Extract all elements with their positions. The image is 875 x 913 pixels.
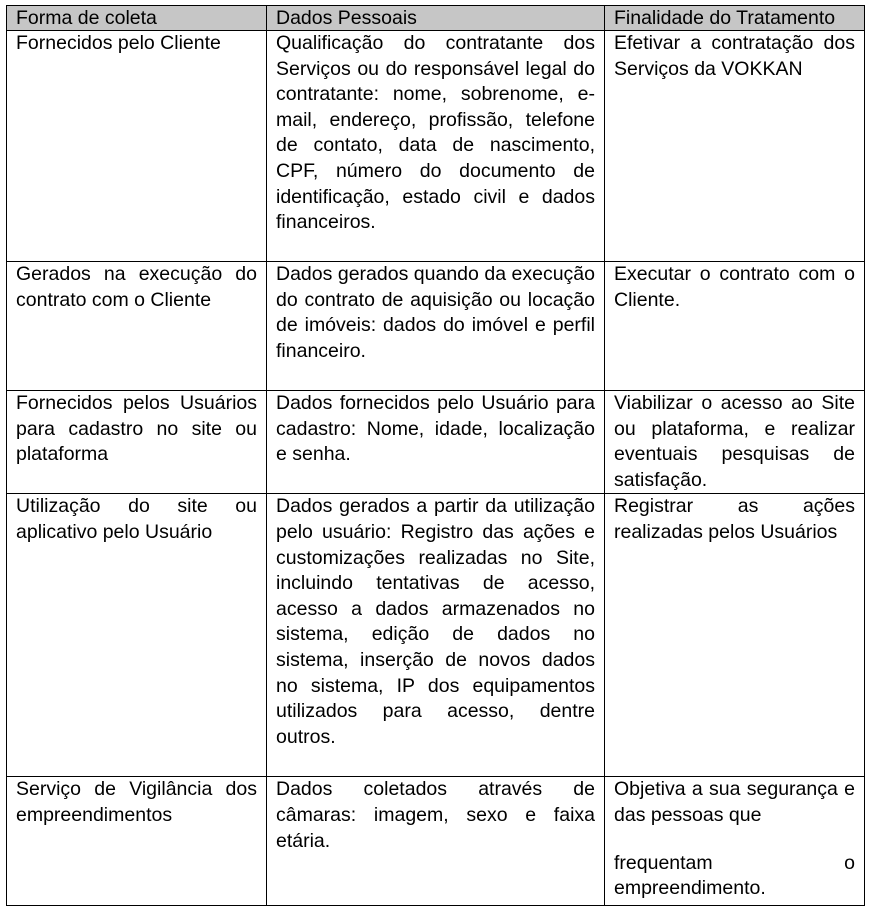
cell-forma: Gerados na execução do contrato com o Cliente	[7, 262, 267, 391]
cell-dados: Dados gerados a partir da utilização pelo usuário: Registro das ações e customizações realizadas no Site, incluindo tentativas de acesso, acesso a dados armazenados no sistema, edição de dados no sistema, inserção de novos dados no sistema, IP dos equipamentos utilizados para acesso, dentre outros.	[267, 494, 605, 777]
cell-forma: Fornecidos pelos Usuários para cadastro no site ou plataforma	[7, 391, 267, 494]
cell-forma: Serviço de Vigilância dos empreendimentos	[7, 777, 267, 906]
header-finalidade: Finalidade do Tratamento	[605, 6, 865, 31]
table-row	[7, 494, 865, 777]
cell-forma: Fornecidos pelo Cliente	[7, 31, 267, 262]
cell-finalidade: Objetiva a sua segurança e das pessoas que frequentam o empreendimento.	[605, 777, 865, 906]
table-row	[7, 391, 865, 494]
table-row	[7, 31, 865, 262]
header-dados-pessoais: Dados Pessoais	[267, 6, 605, 31]
cell-dados: Dados fornecidos pelo Usuário para cadastro: Nome, idade, localização e senha.	[267, 391, 605, 494]
table-row	[7, 262, 865, 391]
header-forma-de-coleta: Forma de coleta	[7, 6, 267, 31]
cell-dados: Dados coletados através de câmaras: imagem, sexo e faixa etária.	[267, 777, 605, 906]
cell-forma: Utilização do site ou aplicativo pelo Usuário	[7, 494, 267, 777]
cell-finalidade: Viabilizar o acesso ao Site ou plataforma, e realizar eventuais pesquisas de satisfação.	[605, 391, 865, 494]
table-row	[7, 777, 865, 906]
cell-finalidade: Registrar as ações realizadas pelos Usuários	[605, 494, 865, 777]
data-collection-table	[6, 5, 865, 906]
cell-dados: Qualificação do contratante dos Serviços ou do responsável legal do contratante: nome, sobrenome, e-mail, endereço, profissão, telefone de contato, data de nascimento, CPF, número do documento de identificação, estado civil e dados financeiros.	[267, 31, 605, 262]
cell-finalidade: Executar o contrato com o Cliente.	[605, 262, 865, 391]
table-header-row	[7, 6, 865, 31]
cell-finalidade: Efetivar a contratação dos Serviços da VOKKAN	[605, 31, 865, 262]
cell-dados: Dados gerados quando da execução do contrato de aquisição ou locação de imóveis: dados do imóvel e perfil financeiro.	[267, 262, 605, 391]
